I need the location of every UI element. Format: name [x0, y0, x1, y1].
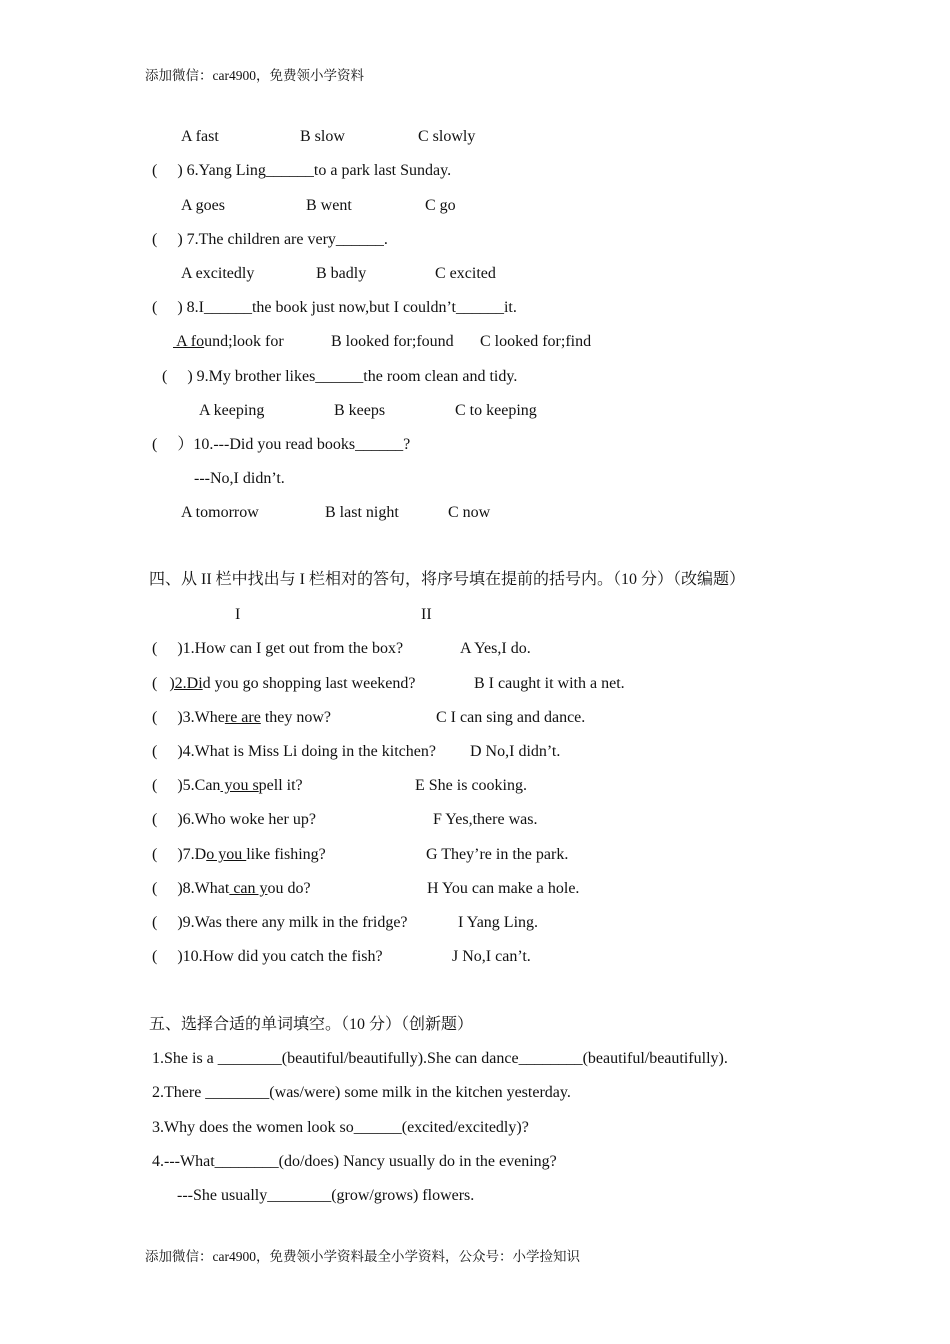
match-answer-d: D No,I didn’t. [470, 743, 561, 760]
match-question-7-underlined: o you [206, 846, 247, 863]
match-question-5-underlined: you s [220, 777, 259, 794]
match-question-4: ( )4.What is Miss Li doing in the kitchen? [152, 743, 436, 760]
match-question-2-post: d you go shopping last weekend? [202, 675, 416, 692]
q7-option-b: B badly [316, 265, 367, 282]
q10-option-a: A tomorrow [181, 504, 259, 521]
q8-option-a [173, 332, 284, 352]
match-question-5 [152, 776, 303, 796]
q5-option-c: C slowly [418, 128, 476, 145]
column-ii-heading: II [421, 606, 432, 623]
match-question-7-pre: ( )7.D [152, 846, 207, 863]
q7-option-c: C excited [435, 265, 496, 282]
q7-stem: ( ) 7.The children are very______. [152, 231, 388, 248]
q6-option-c: C go [425, 197, 456, 214]
fill-line-1: 1.She is a ________(beautiful/beautifully).She can dance________(beautiful/beautifully). [152, 1050, 728, 1067]
q9-option-a: A keeping [199, 402, 265, 419]
match-answer-e: E She is cooking. [415, 777, 527, 794]
q6-option-b: B went [306, 197, 352, 214]
match-question-2-underlined: )2.Di [169, 675, 203, 692]
q6-stem: ( ) 6.Yang Ling______to a park last Sunday. [152, 162, 452, 179]
q8-stem: ( ) 8.I______the book just now,but I couldn’t______it. [152, 299, 517, 316]
fill-line-4-reply: ---She usually________(grow/grows) flowers. [177, 1187, 475, 1204]
match-answer-h: H You can make a hole. [427, 880, 580, 897]
column-i-heading: I [235, 606, 241, 623]
match-question-6: ( )6.Who woke her up? [152, 811, 316, 828]
match-question-7 [152, 845, 326, 865]
match-answer-j: J No,I can’t. [452, 948, 531, 965]
fill-line-4: 4.---What________(do/does) Nancy usually do in the evening? [152, 1153, 557, 1170]
match-question-8-underlined: can y [229, 880, 268, 897]
match-question-8-pre: ( )8.What [152, 880, 230, 897]
match-question-8 [152, 879, 311, 899]
section5-title: 五、选择合适的单词填空。（10 分）（创新题） [149, 1016, 474, 1033]
match-answer-a: A Yes,I do. [460, 640, 531, 657]
match-answer-g: G They’re in the park. [426, 846, 569, 863]
page-header: 添加微信：car4900，免费领小学资料 [145, 68, 364, 83]
match-question-3-post: they now? [260, 709, 332, 726]
q7-option-a: A excitedly [181, 265, 255, 282]
match-question-5-pre: ( )5.Can [152, 777, 221, 794]
match-question-3-pre: ( )3.Whe [152, 709, 225, 726]
match-question-8-post: ou do? [267, 880, 311, 897]
match-answer-f: F Yes,there was. [433, 811, 538, 828]
match-question-2-pre: ( [152, 675, 170, 692]
fill-line-3: 3.Why does the women look so______(excited/excitedly)? [152, 1119, 529, 1136]
q6-option-a: A goes [181, 197, 225, 214]
match-answer-b: B I caught it with a net. [474, 675, 625, 692]
fill-line-2: 2.There ________(was/were) some milk in the kitchen yesterday. [152, 1084, 571, 1101]
q5-option-a: A fast [181, 128, 219, 145]
q8-option-a-rest: und;look for [204, 333, 284, 350]
match-question-2 [152, 674, 416, 694]
match-question-7-post: like fishing? [246, 846, 326, 863]
q10-answer: ---No,I didn’t. [194, 470, 285, 487]
match-question-3-underlined: re are [224, 709, 261, 726]
q9-stem: ( ) 9.My brother likes______the room clean and tidy. [162, 368, 518, 385]
page-footer: 添加微信：car4900，免费领小学资料最全小学资料，公众号：小学捡知识 [145, 1249, 580, 1264]
match-answer-c: C I can sing and dance. [436, 709, 586, 726]
match-question-1: ( )1.How can I get out from the box? [152, 640, 404, 657]
q10-option-b: B last night [325, 504, 399, 521]
q10-stem: ( ）10.---Did you read books______? [152, 436, 411, 453]
q9-option-c: C to keeping [455, 402, 537, 419]
q8-option-c: C looked for;find [480, 333, 592, 350]
q8-option-b: B looked for;found [331, 333, 454, 350]
match-question-10: ( )10.How did you catch the fish? [152, 948, 383, 965]
match-question-9: ( )9.Was there any milk in the fridge? [152, 914, 408, 931]
match-question-5-post: pell it? [258, 777, 303, 794]
match-question-3 [152, 708, 331, 728]
section4-title: 四、从 II 栏中找出与 I 栏相对的答句，将序号填在提前的括号内。（10 分）（改编题） [149, 571, 745, 588]
match-answer-i: I Yang Ling. [458, 914, 539, 931]
q8-option-a-underlined: A fo [173, 333, 205, 350]
q5-option-b: B slow [300, 128, 345, 145]
q10-option-c: C now [448, 504, 491, 521]
q9-option-b: B keeps [334, 402, 386, 419]
